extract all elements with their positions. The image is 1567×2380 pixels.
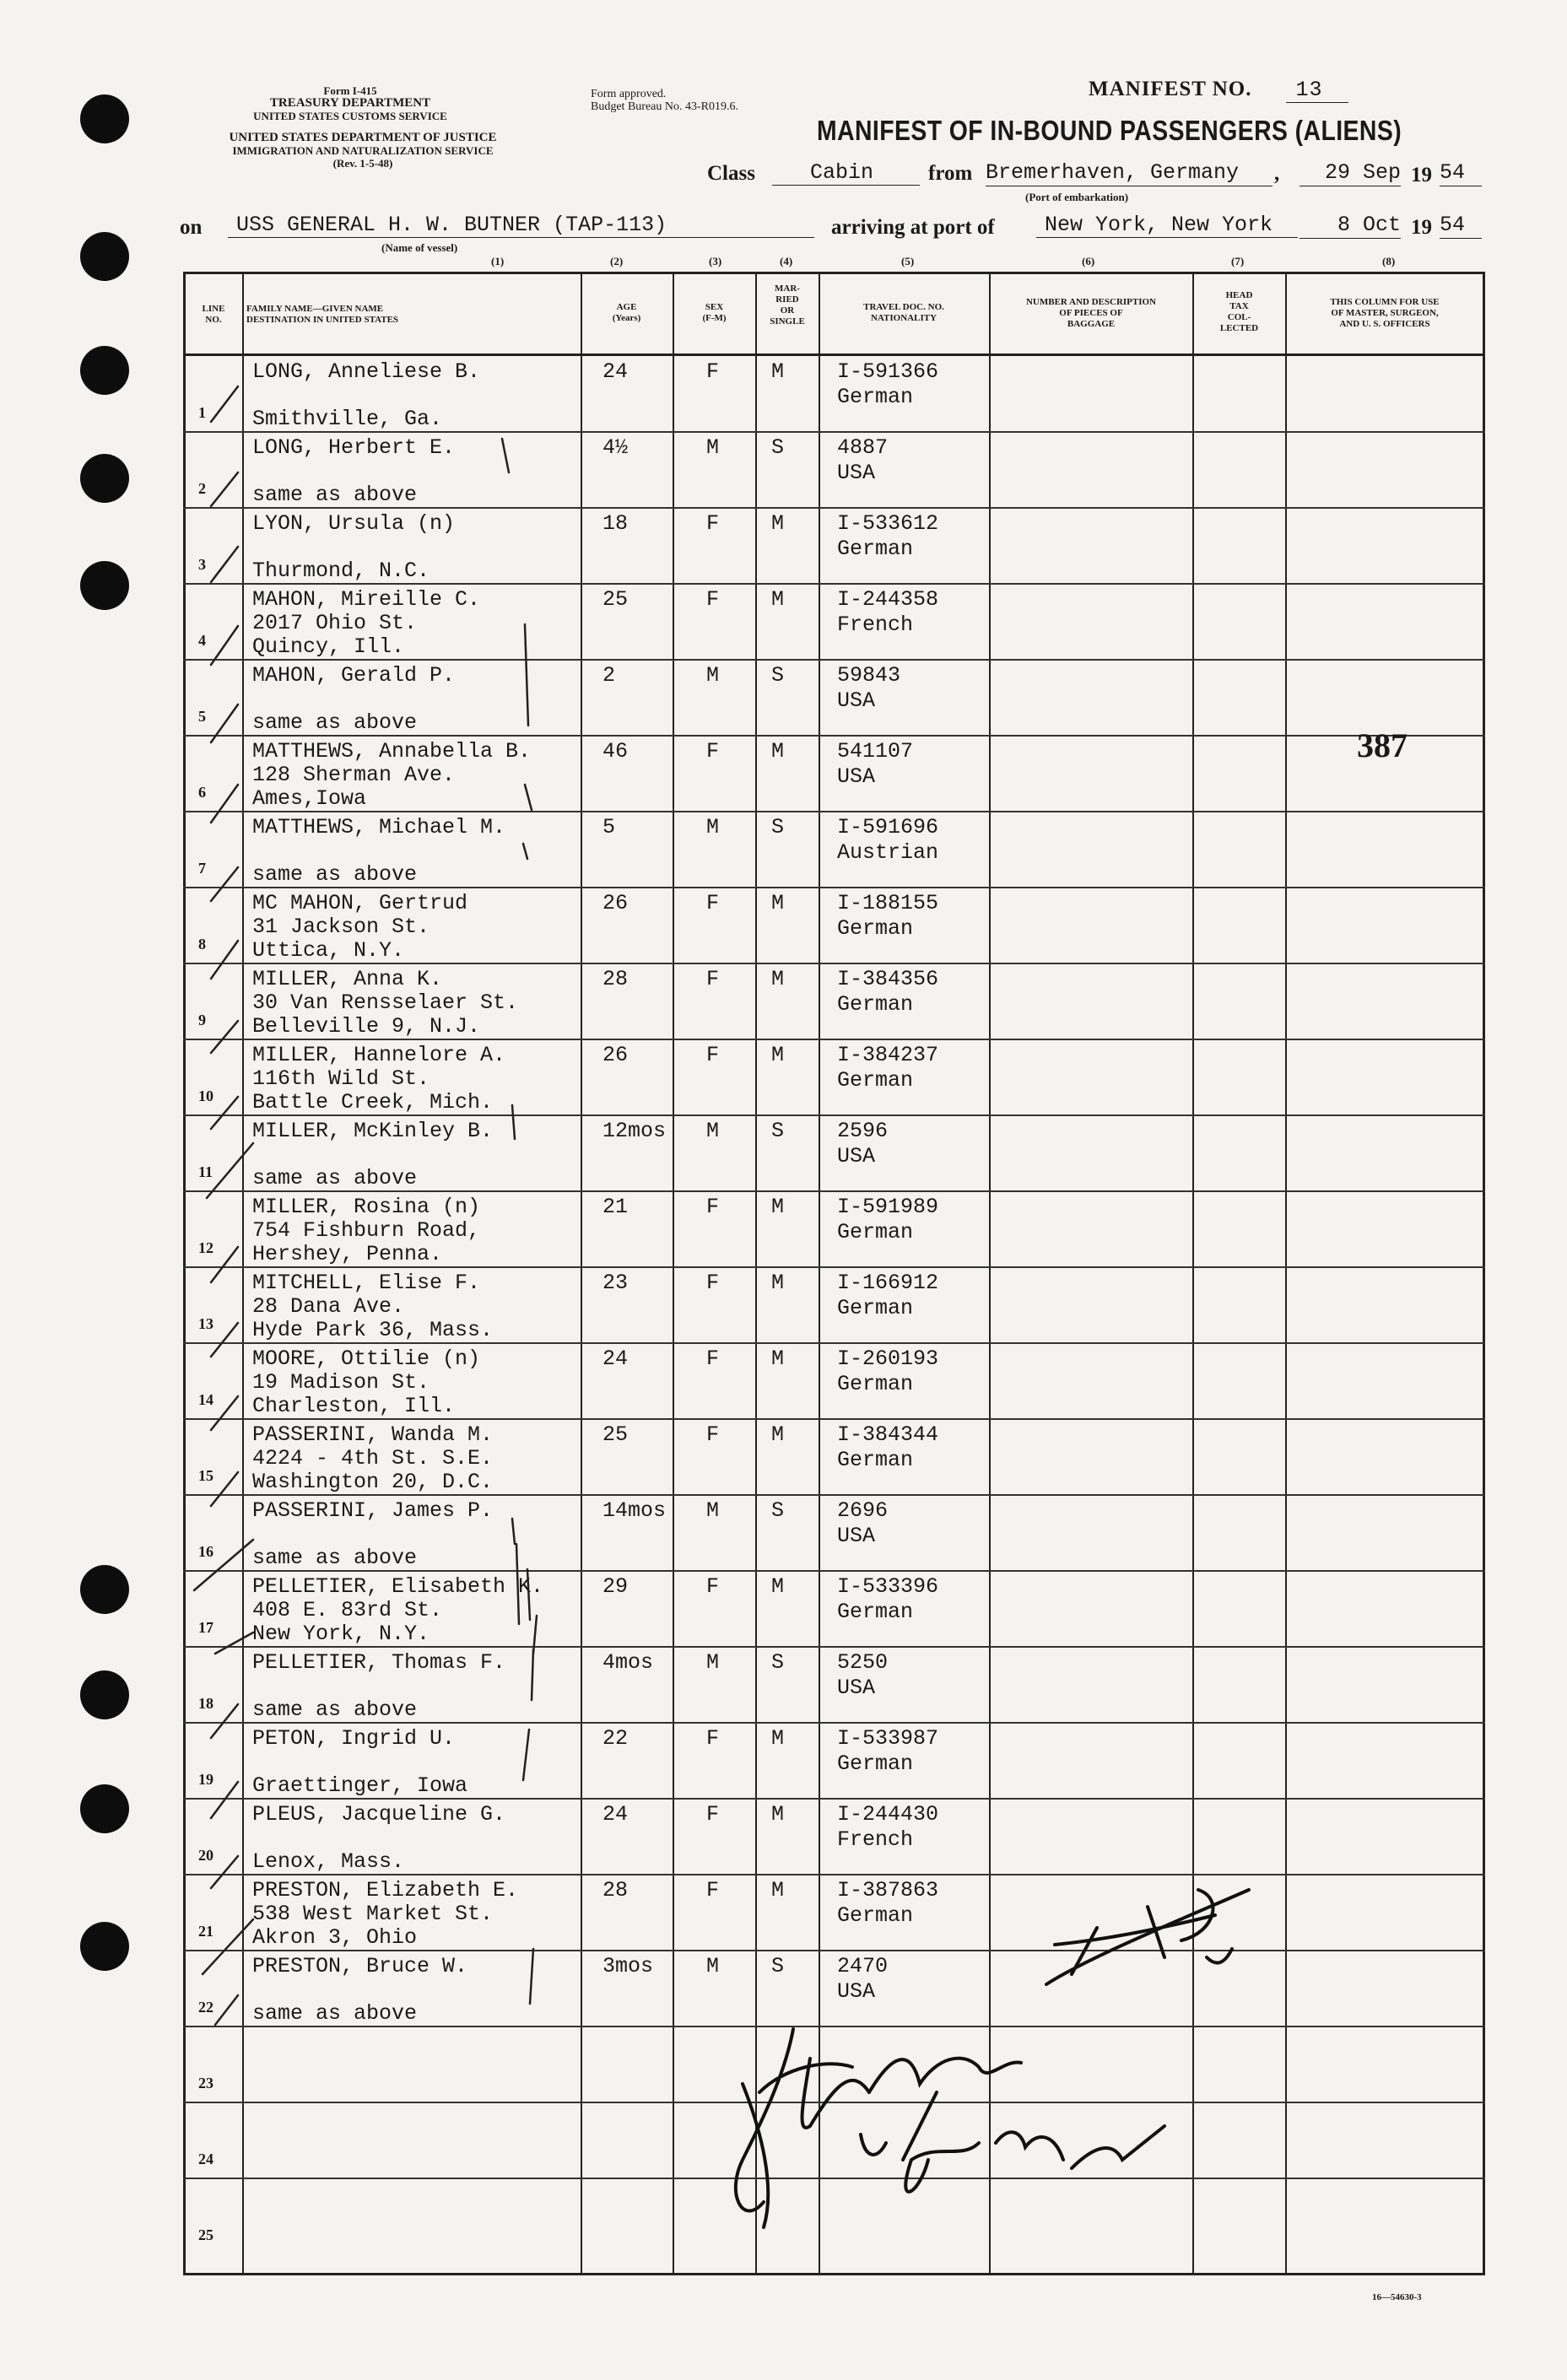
destination: same as above: [252, 483, 418, 507]
line-number: 19: [198, 1771, 213, 1788]
sex: M: [706, 1954, 720, 1978]
passenger-name: PASSERINI, Wanda M.: [252, 1422, 494, 1447]
marital-status: M: [771, 1347, 785, 1371]
arrival-year-prefix: 19: [1411, 216, 1432, 239]
sex: F: [706, 1271, 720, 1295]
travel-doc-no: I-384237: [837, 1043, 939, 1067]
header-baggage: NUMBER AND DESCRIPTION OF PIECES OF BAGGAGE: [1025, 297, 1157, 329]
destination: same as above: [252, 1697, 418, 1722]
col-number: (8): [1382, 255, 1396, 267]
line-number: 22: [198, 1999, 213, 2016]
address-line: 30 Van Rensselaer St.: [252, 990, 519, 1015]
passenger-name: MITCHELL, Elise F.: [252, 1271, 481, 1295]
line-number: 14: [198, 1391, 213, 1408]
line-number: 4: [198, 632, 206, 649]
form-number: Form I-415: [323, 84, 377, 97]
line-number: 7: [198, 860, 206, 877]
nationality: USA: [837, 688, 876, 713]
travel-doc-no: I-188155: [837, 891, 939, 915]
class-value: Cabin: [772, 160, 920, 186]
nationality: German: [837, 1220, 914, 1244]
comma: ,: [1274, 162, 1280, 185]
marital-status: M: [771, 967, 785, 991]
line-number: 18: [198, 1695, 213, 1712]
address-line: 28 Dana Ave.: [252, 1294, 405, 1319]
travel-doc-no: I-591989: [837, 1195, 939, 1219]
passenger-name: PRESTON, Bruce W.: [252, 1954, 468, 1978]
header-sex: SEX (F-M): [702, 302, 727, 323]
sex: M: [706, 1498, 720, 1523]
marital-status: M: [771, 587, 785, 612]
line-number: 16: [198, 1543, 213, 1560]
age: 26: [602, 1043, 629, 1067]
marital-status: M: [771, 1574, 785, 1599]
port-embarkation: Bremerhaven, Germany: [986, 160, 1273, 186]
destination: Graettinger, Iowa: [252, 1773, 468, 1798]
age: 4mos: [602, 1650, 654, 1675]
address-line: 128 Sherman Ave.: [252, 763, 456, 787]
age: 14mos: [602, 1498, 667, 1523]
manifest-label: MANIFEST NO.: [1089, 78, 1252, 100]
passenger-name: LONG, Anneliese B.: [252, 359, 481, 384]
passenger-name: LYON, Ursula (n): [252, 511, 456, 536]
from-label: from: [928, 162, 973, 185]
marital-status: M: [771, 1043, 785, 1067]
nationality: German: [837, 992, 914, 1017]
nationality: German: [837, 1600, 914, 1624]
sex: F: [706, 967, 720, 991]
marital-status: M: [771, 1726, 785, 1751]
marital-status: M: [771, 359, 785, 384]
age: 46: [602, 739, 629, 764]
nationality: Austrian: [837, 840, 939, 865]
age: 3mos: [602, 1954, 654, 1978]
manifest-value: 13: [1286, 78, 1348, 103]
passenger-name: MILLER, Hannelore A.: [252, 1043, 506, 1067]
sex: F: [706, 511, 720, 536]
travel-doc-no: 2696: [837, 1498, 889, 1523]
age: 29: [602, 1574, 629, 1599]
line-number: 5: [198, 708, 206, 725]
age: 22: [602, 1726, 629, 1751]
sex: F: [706, 1043, 720, 1067]
sex: M: [706, 1119, 720, 1143]
marital-status: S: [771, 435, 785, 460]
age: 23: [602, 1271, 629, 1295]
arrival-day: 8 Oct: [1300, 213, 1401, 239]
sex: F: [706, 891, 720, 915]
sex: F: [706, 1347, 720, 1371]
travel-doc-no: I-533396: [837, 1574, 939, 1599]
line-number: 15: [198, 1467, 213, 1484]
sex: M: [706, 663, 720, 688]
sex: F: [706, 359, 720, 384]
marital-status: S: [771, 815, 785, 839]
destination: Belleville 9, N.J.: [252, 1014, 481, 1039]
passenger-name: MATTHEWS, Annabella B.: [252, 739, 532, 764]
destination: same as above: [252, 2001, 418, 2026]
sex: M: [706, 435, 720, 460]
line-number: 10: [198, 1087, 213, 1104]
marital-status: M: [771, 891, 785, 915]
sex: F: [706, 1195, 720, 1219]
arrival-year: 54: [1440, 213, 1482, 239]
nationality: French: [837, 1827, 914, 1852]
passenger-name: PLEUS, Jacqueline G.: [252, 1802, 506, 1827]
line-number: 20: [198, 1847, 213, 1864]
travel-doc-no: 5250: [837, 1650, 889, 1675]
travel-doc-no: I-591696: [837, 815, 939, 839]
budget-line: Budget Bureau No. 43-R019.6.: [591, 100, 738, 113]
embark-year-prefix: 19: [1411, 164, 1432, 186]
travel-doc-no: I-384356: [837, 967, 939, 991]
sex: F: [706, 587, 720, 612]
footer-code: 16—54630-3: [1372, 2292, 1422, 2302]
marital-status: S: [771, 1650, 785, 1675]
class-label: Class: [707, 162, 755, 185]
destination: same as above: [252, 1166, 418, 1190]
col-number: (2): [610, 255, 624, 267]
travel-doc-no: I-591366: [837, 359, 939, 384]
age: 4½: [602, 435, 629, 460]
passenger-name: LONG, Herbert E.: [252, 435, 456, 460]
passenger-name: PELLETIER, Elisabeth K.: [252, 1574, 544, 1599]
line-number: 8: [198, 936, 206, 953]
line-number: 24: [198, 2151, 213, 2167]
line-number: 3: [198, 556, 206, 573]
passenger-name: PELLETIER, Thomas F.: [252, 1650, 506, 1675]
nationality: USA: [837, 1979, 876, 2004]
destination: Battle Creek, Mich.: [252, 1090, 494, 1114]
line-number: 1: [198, 404, 206, 421]
age: 28: [602, 1878, 629, 1902]
marital-status: M: [771, 739, 785, 764]
travel-doc-no: I-166912: [837, 1271, 939, 1295]
destination: Quincy, Ill.: [252, 634, 405, 659]
arrival-port: New York, New York: [1036, 213, 1298, 238]
address-line: 538 West Market St.: [252, 1902, 494, 1926]
header-travel-doc: TRAVEL DOC. NO. NATIONALITY: [863, 302, 944, 323]
page-stamp-number: 387: [1357, 726, 1408, 764]
age: 18: [602, 511, 629, 536]
travel-doc-no: 4887: [837, 435, 889, 460]
nationality: German: [837, 1068, 914, 1093]
col-number: (5): [901, 255, 915, 267]
travel-doc-no: 2596: [837, 1119, 889, 1143]
on-label: on: [180, 216, 203, 239]
destination: Lenox, Mass.: [252, 1849, 405, 1874]
nationality: German: [837, 537, 914, 561]
sex: F: [706, 1878, 720, 1902]
address-line: 116th Wild St.: [252, 1066, 430, 1091]
col-number: (1): [491, 255, 505, 267]
line-number: 9: [198, 1012, 206, 1028]
port-embark-caption: (Port of embarkation): [1025, 191, 1129, 203]
passenger-name: MAHON, Mireille C.: [252, 587, 481, 612]
sex: F: [706, 1422, 720, 1447]
nationality: French: [837, 613, 914, 637]
age: 24: [602, 359, 629, 384]
line-number: 13: [198, 1315, 213, 1332]
travel-doc-no: I-533987: [837, 1726, 939, 1751]
marital-status: S: [771, 1954, 785, 1978]
sex: M: [706, 815, 720, 839]
destination: Thurmond, N.C.: [252, 559, 430, 583]
age: 24: [602, 1347, 629, 1371]
vessel-caption: (Name of vessel): [381, 241, 458, 254]
address-line: 754 Fishburn Road,: [252, 1218, 481, 1243]
col-number: (3): [709, 255, 722, 267]
travel-doc-no: 2470: [837, 1954, 889, 1978]
passenger-name: MC MAHON, Gertrud: [252, 891, 468, 915]
vessel-name: USS GENERAL H. W. BUTNER (TAP-113): [228, 213, 814, 238]
marital-status: M: [771, 1422, 785, 1447]
travel-doc-no: 541107: [837, 739, 914, 764]
passenger-name: MILLER, Rosina (n): [252, 1195, 481, 1219]
passenger-name: PRESTON, Elizabeth E.: [252, 1878, 519, 1902]
destination: Charleston, Ill.: [252, 1394, 456, 1418]
destination: Washington 20, D.C.: [252, 1470, 494, 1494]
revision: (Rev. 1-5-48): [332, 157, 393, 170]
nationality: USA: [837, 1144, 876, 1168]
destination: Uttica, N.Y.: [252, 938, 405, 963]
address-line: 4224 - 4th St. S.E.: [252, 1446, 494, 1471]
nationality: USA: [837, 764, 876, 789]
age: 21: [602, 1195, 629, 1219]
nationality: German: [837, 1751, 914, 1776]
travel-doc-no: I-260193: [837, 1347, 939, 1371]
passenger-name: MILLER, McKinley B.: [252, 1119, 494, 1143]
justice-dept: UNITED STATES DEPARTMENT OF JUSTICE: [229, 131, 497, 144]
age: 25: [602, 1422, 629, 1447]
marital-status: M: [771, 1802, 785, 1827]
age: 25: [602, 587, 629, 612]
sex: F: [706, 739, 720, 764]
arriving-label: arriving at port of: [831, 216, 995, 239]
nationality: USA: [837, 461, 876, 485]
nationality: USA: [837, 1676, 876, 1700]
marital-status: M: [771, 511, 785, 536]
marital-status: S: [771, 1498, 785, 1523]
marital-status: M: [771, 1271, 785, 1295]
nationality: German: [837, 916, 914, 941]
line-number: 12: [198, 1239, 213, 1256]
age: 12mos: [602, 1119, 667, 1143]
destination: same as above: [252, 710, 418, 735]
destination: New York, N.Y.: [252, 1622, 430, 1646]
nationality: German: [837, 1903, 914, 1928]
travel-doc-no: I-533612: [837, 511, 939, 536]
passenger-name: MILLER, Anna K.: [252, 967, 443, 991]
header-officers: THIS COLUMN FOR USE OF MASTER, SURGEON, AND U. S. OFFICERS: [1330, 297, 1440, 329]
page-title: MANIFEST OF IN-BOUND PASSENGERS (ALIENS): [817, 115, 1402, 146]
travel-doc-no: I-244430: [837, 1802, 939, 1827]
nationality: German: [837, 1296, 914, 1320]
header-married: MAR- RIED OR SINGLE: [770, 283, 805, 327]
passenger-name: MAHON, Gerald P.: [252, 663, 456, 688]
sex: F: [706, 1726, 720, 1751]
nationality: German: [837, 1448, 914, 1472]
line-number: 11: [198, 1163, 213, 1180]
destination: Smithville, Ga.: [252, 407, 443, 431]
header-name: FAMILY NAME—GIVEN NAME DESTINATION IN UNITED STATES: [246, 304, 399, 325]
line-number: 6: [198, 784, 206, 801]
travel-doc-no: I-384344: [837, 1422, 939, 1447]
treasury-dept: TREASURY DEPARTMENT: [269, 96, 431, 110]
nationality: German: [837, 1372, 914, 1396]
line-number: 2: [198, 480, 206, 497]
header-line-no: LINE NO.: [202, 304, 225, 325]
passenger-name: MATTHEWS, Michael M.: [252, 815, 506, 839]
embark-year: 54: [1440, 160, 1482, 186]
passenger-name: MOORE, Ottilie (n): [252, 1347, 481, 1371]
destination: same as above: [252, 1546, 418, 1570]
sex: F: [706, 1802, 720, 1827]
header-head-tax: HEAD TAX COL- LECTED: [1219, 290, 1259, 333]
age: 28: [602, 967, 629, 991]
age: 26: [602, 891, 629, 915]
line-number: 23: [198, 2075, 213, 2091]
address-line: 31 Jackson St.: [252, 915, 430, 939]
line-number: 21: [198, 1923, 213, 1940]
embark-day: 29 Sep: [1300, 160, 1401, 186]
age: 24: [602, 1802, 629, 1827]
age: 5: [602, 815, 616, 839]
nationality: USA: [837, 1524, 876, 1548]
ins-service: IMMIGRATION AND NATURALIZATION SERVICE: [232, 144, 494, 157]
col-number: (4): [780, 255, 793, 267]
address-line: 408 E. 83rd St.: [252, 1598, 443, 1622]
destination: Hyde Park 36, Mass.: [252, 1318, 494, 1342]
customs-service: UNITED STATES CUSTOMS SERVICE: [253, 110, 447, 122]
marital-status: S: [771, 1119, 785, 1143]
line-number: 25: [198, 2226, 213, 2243]
approved-line: Form approved.: [591, 88, 667, 100]
age: 2: [602, 663, 616, 688]
travel-doc-no: I-244358: [837, 587, 939, 612]
marital-status: M: [771, 1195, 785, 1219]
header-age: AGE (Years): [612, 302, 641, 323]
address-line: 2017 Ohio St.: [252, 611, 418, 635]
destination: Ames,Iowa: [252, 786, 367, 811]
col-number: (7): [1231, 255, 1245, 267]
sex: M: [706, 1650, 720, 1675]
destination: same as above: [252, 862, 418, 887]
marital-status: M: [771, 1878, 785, 1902]
line-number: 17: [198, 1619, 213, 1636]
destination: Hershey, Penna.: [252, 1242, 443, 1266]
sex: F: [706, 1574, 720, 1599]
passenger-name: PETON, Ingrid U.: [252, 1726, 456, 1751]
passenger-name: PASSERINI, James P.: [252, 1498, 494, 1523]
travel-doc-no: I-387863: [837, 1878, 939, 1902]
nationality: German: [837, 385, 914, 409]
marital-status: S: [771, 663, 785, 688]
travel-doc-no: 59843: [837, 663, 901, 688]
address-line: 19 Madison St.: [252, 1370, 430, 1395]
col-number: (6): [1082, 255, 1095, 267]
destination: Akron 3, Ohio: [252, 1925, 418, 1950]
